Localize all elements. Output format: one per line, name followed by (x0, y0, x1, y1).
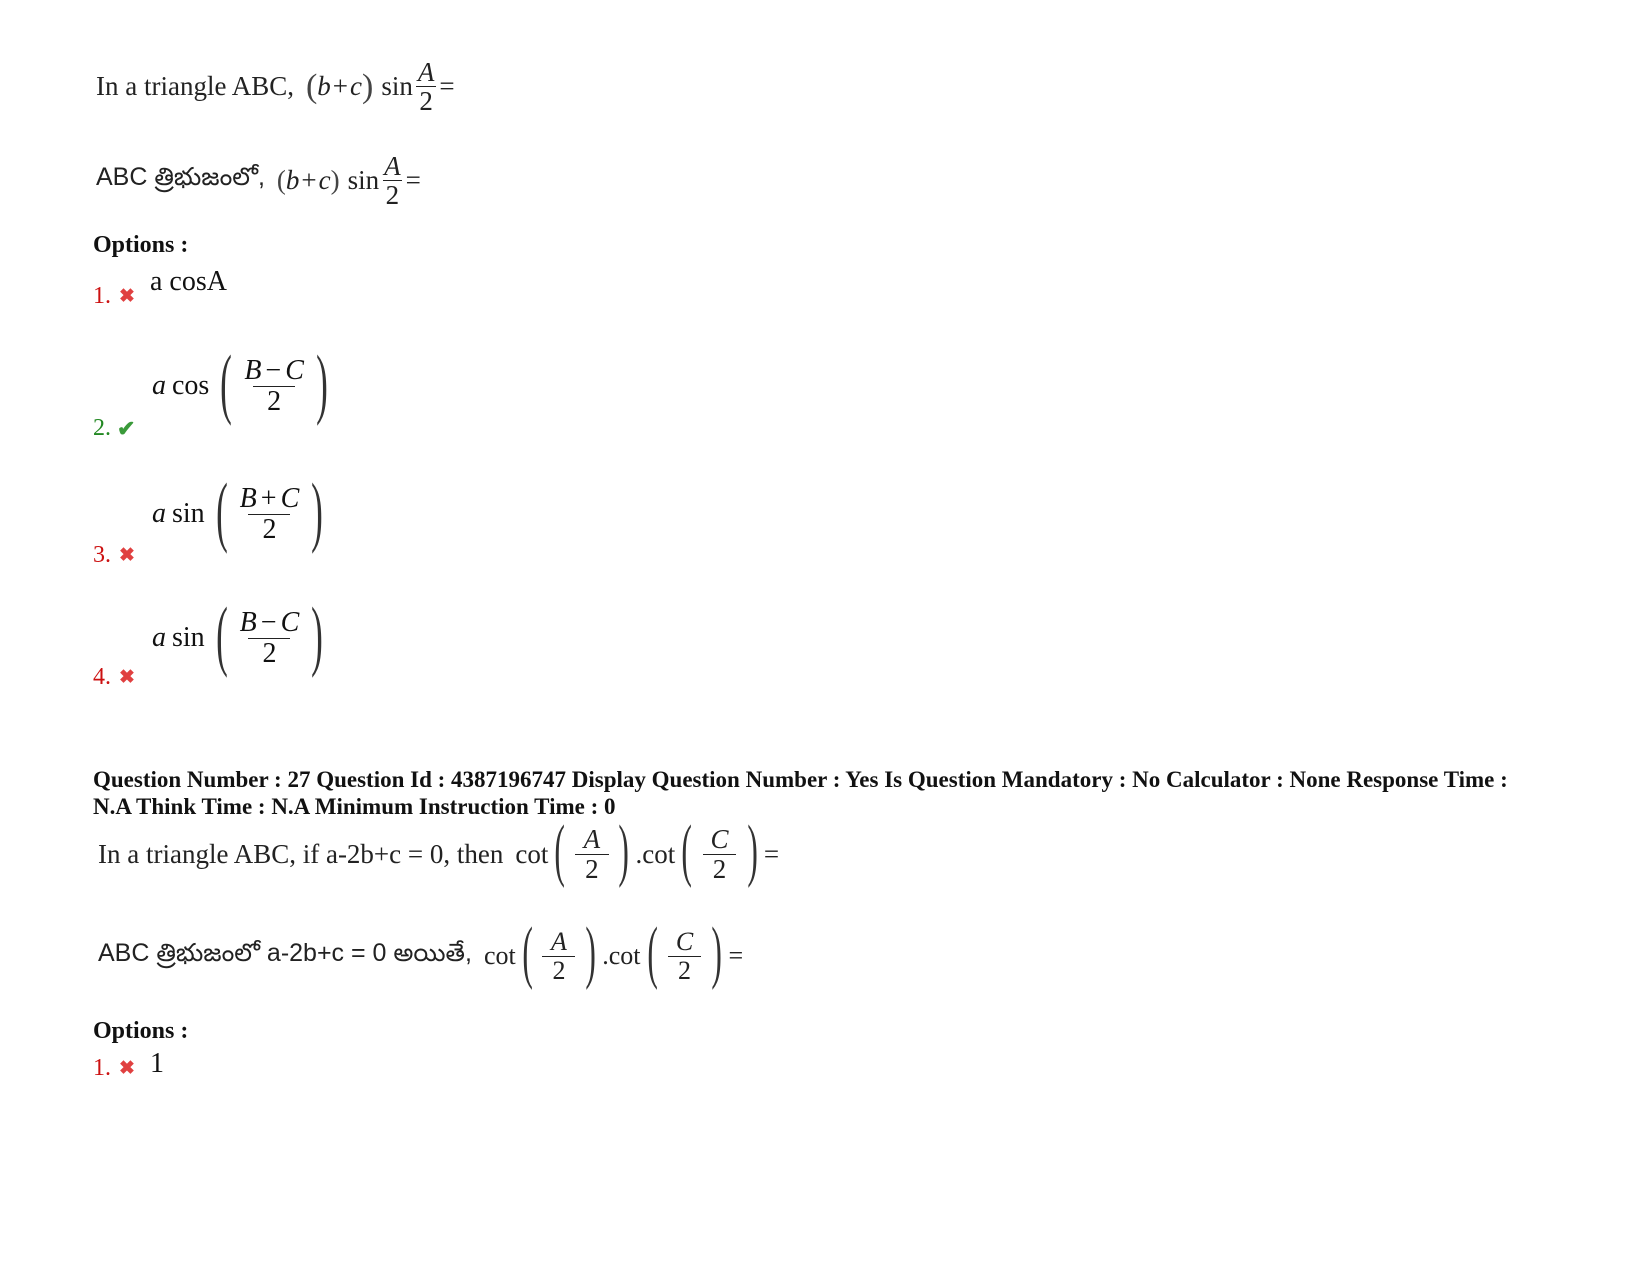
equals-sign: = (405, 165, 421, 196)
var-b: b (317, 71, 331, 102)
fraction-numerator: C (675, 927, 694, 957)
paren-group: ( $\frac{A}{2}$ ) (522, 914, 596, 991)
fraction-a-over-2 (541, 928, 577, 984)
q26-option-2[interactable] (152, 339, 335, 426)
cross-icon: ✖ (119, 286, 135, 307)
fraction-numerator: A (583, 824, 601, 855)
option-number: 2. (93, 415, 111, 441)
paren-close: ) (362, 67, 374, 105)
fraction-b-minus-c-over-2 (237, 608, 303, 668)
option-number: 1. (93, 283, 111, 309)
fraction-denominator: 2 (542, 956, 575, 984)
sin-function: sin (381, 71, 413, 102)
q27-statement-en-text: In a triangle ABC, if a-2b+c = 0, then (98, 838, 504, 869)
paren-group: ( $\frac{B - C}{2}$ ) (220, 339, 328, 426)
cos-function: cos (172, 370, 210, 401)
paren-group: ( $\frac{B - C}{2}$ ) (215, 591, 324, 678)
fraction-a-over-2 (574, 825, 611, 883)
q26-option-2-marker (93, 415, 135, 442)
sin-function: sin (172, 622, 205, 653)
fraction-denominator: 2 (416, 86, 436, 115)
check-icon: ✔ (117, 415, 136, 441)
var-C: C (280, 483, 300, 515)
var-a: a (152, 498, 166, 529)
paren-group: ( $\frac{B + C}{2}$ ) (215, 467, 324, 554)
cot-function: cot (483, 941, 516, 970)
paren-group: ( $\frac{A}{2}$ ) (554, 812, 630, 889)
var-c: c (350, 71, 363, 102)
q26-option-4[interactable] (152, 591, 330, 678)
fraction-b-minus-c-over-2 (241, 356, 307, 416)
paren-group: ( $\frac{C}{2}$ ) (646, 914, 723, 991)
operator: + (260, 483, 277, 515)
q26-options-label: Options : (93, 232, 189, 258)
fraction-denominator: 2 (253, 386, 295, 416)
fraction-numerator: C (710, 824, 729, 855)
dot-operator: . (602, 941, 609, 970)
fraction-denominator: 2 (383, 180, 403, 209)
var-C: C (285, 355, 304, 387)
q27-option-1[interactable] (150, 1048, 164, 1080)
option-number: 3. (93, 542, 111, 568)
q26-option-3[interactable] (152, 467, 330, 554)
cot-function: cot (515, 838, 549, 869)
var-a: a (152, 622, 166, 653)
fraction-denominator: 2 (248, 638, 290, 668)
option-text: 1 (150, 1048, 164, 1079)
plus-sign: + (332, 71, 349, 102)
var-B: B (244, 355, 262, 387)
paren-open: ( (305, 67, 318, 105)
fraction-denominator: 2 (703, 854, 737, 883)
q26-option-1-marker (93, 283, 135, 310)
var-c: c (318, 165, 331, 196)
fraction-a-over-2 (381, 152, 404, 210)
var-B: B (239, 483, 257, 515)
q26-option-1[interactable] (150, 266, 227, 298)
fraction-numerator: A (551, 927, 567, 957)
fraction-numerator: A (417, 57, 435, 87)
option-number: 1. (93, 1055, 111, 1081)
option-number: 4. (93, 664, 111, 690)
cot-function: cot (608, 941, 641, 970)
plus-sign: + (301, 165, 317, 196)
paren-open: ( (276, 165, 286, 196)
var-C: C (280, 607, 300, 639)
q26-option-4-marker (93, 664, 135, 691)
q26-statement-te-text: ABC త్రిభుజంలో, (96, 163, 265, 192)
cot-function: cot (642, 838, 676, 869)
fraction-b-plus-c-over-2 (237, 484, 303, 544)
paren-close: ) (330, 165, 340, 196)
option-text: a cosA (150, 266, 227, 297)
q27-statement-te-text: ABC త్రిభుజంలో a-2b+c = 0 అయితే, (98, 938, 472, 967)
q27-option-1-marker (93, 1055, 135, 1082)
equals-sign: = (439, 71, 455, 102)
fraction-a-over-2 (415, 58, 438, 116)
operator: − (260, 607, 277, 639)
fraction-denominator: 2 (575, 854, 609, 883)
q27-statement-en (98, 812, 780, 889)
equals-sign: = (728, 941, 744, 970)
q27-statement-te (98, 914, 744, 991)
paren-group: ( $\frac{C}{2}$ ) (681, 812, 758, 889)
sin-function: sin (172, 498, 205, 529)
cross-icon: ✖ (119, 667, 135, 688)
fraction-denominator: 2 (668, 956, 701, 984)
cross-icon: ✖ (119, 1058, 135, 1079)
dot-operator: . (635, 838, 643, 869)
q27-meta: Question Number : 27 Question Id : 4387196747 Display Question Number : Yes Is Question Mandatory : No Calculator : None Response Time : N.A Think Time : N.A Minimum Instruction Time : 0 (93, 767, 1508, 819)
var-a: a (152, 370, 166, 401)
equals-sign: = (763, 838, 780, 869)
q26-statement-en-text: In a triangle ABC, (96, 71, 294, 102)
var-b: b (285, 165, 300, 196)
q26-option-3-marker (93, 542, 135, 569)
operator: − (265, 355, 282, 387)
q26-statement-te (96, 152, 421, 210)
q26-statement-en (96, 58, 455, 116)
q27-options-label: Options : (93, 1018, 189, 1044)
fraction-denominator: 2 (248, 514, 290, 544)
fraction-c-over-2 (701, 825, 739, 883)
sin-function: sin (347, 165, 380, 196)
fraction-c-over-2 (666, 928, 703, 984)
cross-icon: ✖ (119, 545, 135, 566)
var-B: B (239, 607, 257, 639)
fraction-numerator: A (384, 151, 401, 181)
